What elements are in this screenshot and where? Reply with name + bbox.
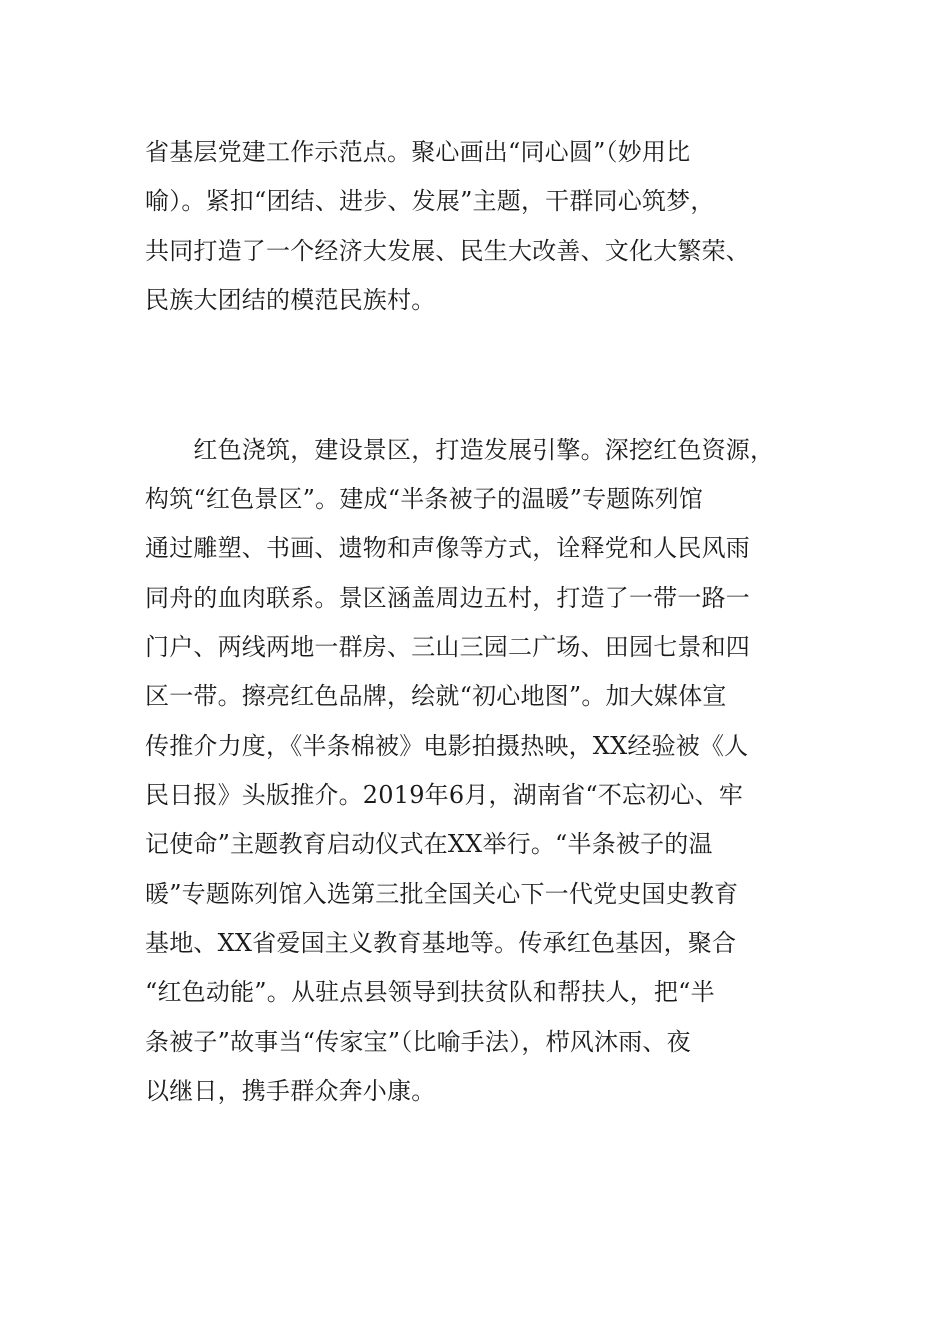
paragraph-line: 喻）。紧扣“团结、进步、发展”主题，干群同心筑梦，	[145, 187, 715, 215]
paragraph-line: 通过雕塑、书画、遗物和声像等方式，诠释党和人民风雨	[145, 534, 750, 562]
paragraph-line: 省基层党建工作示范点。聚心画出“同心圆”（妙用比	[145, 138, 691, 166]
paragraph-line: 传推介力度，《半条棉被》电影拍摄热映，XX经验被《人	[145, 732, 749, 760]
paragraph-line: “红色动能”。从驻点县领导到扶贫队和帮扶人，把“半	[145, 978, 715, 1006]
paragraph-line: 民族大团结的模范民族村。	[145, 286, 436, 314]
paragraph-line: 记使命”主题教育启动仪式在XX举行。“半条被子的温	[145, 830, 713, 858]
paragraph-line: 条被子”故事当“传家宝”（比喻手法），栉风沐雨、夜	[145, 1028, 691, 1056]
paragraph-line: 同舟的血肉联系。景区涵盖周边五村，打造了一带一路一	[145, 584, 750, 612]
paragraph-line: 区一带。擦亮红色品牌，绘就“初心地图”。加大媒体宣	[145, 682, 727, 710]
paragraph-line: 共同打造了一个经济大发展、民生大改善、文化大繁荣、	[145, 237, 750, 265]
paragraph-line: 暖”专题陈列馆入选第三批全国关心下一代党史国史教育	[145, 880, 739, 908]
paragraph-line: 门户、两线两地一群房、三山三园二广场、田园七景和四	[145, 633, 750, 661]
paragraph-line: 红色浇筑，建设景区，打造发展引擎。深挖红色资源，	[145, 436, 775, 464]
paragraph-line: 构筑“红色景区”。建成“半条被子的温暖”专题陈列馆	[145, 485, 704, 513]
paragraph-line: 基地、XX省爱国主义教育基地等。传承红色基因，聚合	[145, 929, 737, 957]
paragraph-line: 民日报》头版推介。2019年6月，湖南省“不忘初心、牢	[145, 781, 744, 809]
paragraph-line: 以继日，携手群众奔小康。	[145, 1077, 436, 1105]
